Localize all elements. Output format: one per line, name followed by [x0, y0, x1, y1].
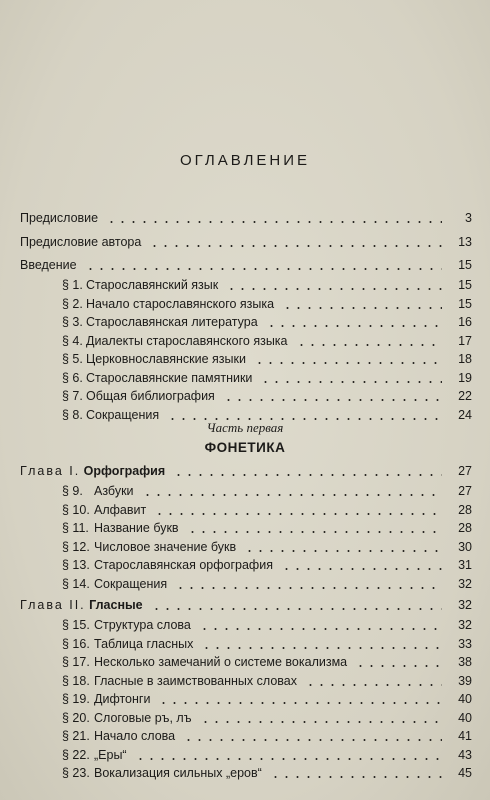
entry-title: [62, 482, 134, 500]
section-number: § 18.: [62, 673, 90, 688]
entry-label: Предисловие: [20, 211, 99, 225]
page-number: 32: [458, 598, 472, 612]
page-number: 15: [458, 278, 472, 292]
section-number: § 11.: [62, 521, 89, 535]
dot-leader: [200, 721, 442, 723]
section-number: § 13.: [62, 558, 90, 572]
page-number: 17: [458, 333, 472, 348]
dot-leader: [158, 702, 442, 704]
entry-title: [20, 209, 98, 227]
section-number: § 6.: [62, 370, 83, 385]
dot-leader: [106, 221, 442, 223]
page-number: 32: [458, 576, 472, 591]
entry-label: Сокращения: [86, 407, 160, 422]
section-number: § 10.: [62, 502, 90, 517]
section-number: § 20.: [62, 710, 90, 725]
dot-leader: [149, 245, 442, 247]
toc-section: [0, 653, 490, 671]
dot-leader: [154, 513, 442, 515]
dot-leader: [199, 628, 442, 630]
entry-title: [62, 672, 297, 690]
entry-label: Дифтонги: [94, 692, 151, 706]
entry-label: Общая библиография: [86, 389, 215, 403]
entry-title: [62, 538, 236, 556]
dot-leader: [135, 758, 442, 760]
dot-leader: [183, 739, 442, 741]
toc-section: [0, 369, 490, 387]
entry-title: [62, 387, 215, 405]
toc-section: [0, 556, 490, 574]
toc-section: [0, 672, 490, 690]
page-number: 32: [458, 618, 472, 632]
entry-label: Старославянская литература: [86, 315, 258, 329]
toc-chapter: [0, 596, 490, 614]
entry-label: Старославянский язык: [86, 278, 219, 292]
page-number: 15: [458, 258, 472, 272]
dot-leader: [187, 531, 442, 533]
section-number: § 22.: [62, 747, 90, 762]
page-number: 27: [458, 484, 472, 498]
entry-title: [62, 501, 146, 519]
dot-leader: [173, 474, 442, 476]
page-number: 45: [458, 766, 472, 780]
toc-section: [0, 727, 490, 745]
page-number: 39: [458, 673, 472, 688]
toc-section: [0, 482, 490, 500]
section-number: § 15.: [62, 618, 90, 632]
dot-leader: [305, 684, 442, 686]
section-number: § 16.: [62, 636, 90, 651]
page-number: 19: [458, 370, 472, 385]
entry-label: Диалекты старославянского языка: [86, 333, 288, 348]
toc-section: [0, 746, 490, 764]
entry-title: [62, 519, 179, 537]
page-number: 30: [458, 539, 472, 554]
chapter-prefix: Глава I.: [20, 464, 81, 478]
toc-section: [0, 295, 490, 313]
section-number: § 8.: [62, 407, 83, 422]
toc-section: [0, 501, 490, 519]
dot-leader: [151, 608, 442, 610]
entry-label: Орфография: [83, 464, 166, 478]
toc-section: [0, 764, 490, 782]
section-number: § 1.: [62, 278, 83, 292]
toc-entry: [0, 256, 490, 274]
part-title: Часть первая: [206, 420, 284, 435]
page-number: 27: [458, 464, 472, 478]
part-name: ФОНЕТИКА: [204, 440, 286, 455]
section-number: § 7.: [62, 389, 83, 403]
entry-label: Название букв: [94, 521, 179, 535]
entry-label: Церковнославянские языки: [86, 352, 246, 366]
page-number: 15: [458, 296, 472, 311]
page-number: 22: [458, 389, 472, 403]
toc-section: [0, 709, 490, 727]
entry-label: Структура слова: [94, 618, 191, 632]
dot-leader: [201, 647, 442, 649]
toc-entry: [0, 233, 490, 251]
dot-leader: [226, 288, 442, 290]
dot-leader: [254, 362, 442, 364]
toc-section: [0, 350, 490, 368]
toc-section: [0, 276, 490, 294]
entry-title: [62, 690, 150, 708]
toc-entry: [0, 209, 490, 227]
entry-label: Несколько замечаний о системе вокализма: [94, 655, 348, 669]
entry-title: [20, 462, 165, 480]
dot-leader: [266, 325, 442, 327]
section-number: § 2.: [62, 296, 83, 311]
entry-label: Начало слова: [94, 729, 176, 743]
entry-title: [62, 556, 273, 574]
dot-leader: [223, 399, 442, 401]
entry-label: Старославянская орфография: [94, 558, 273, 572]
toc-section: [0, 332, 490, 350]
entry-title: [62, 616, 191, 634]
dot-leader: [244, 550, 442, 552]
dot-leader: [260, 381, 442, 383]
entry-label: Таблица гласных: [94, 636, 194, 651]
page-number: 24: [458, 407, 472, 422]
entry-title: [62, 746, 127, 764]
section-number: § 21.: [62, 729, 90, 743]
entry-label: Начало старославянского языка: [86, 296, 275, 311]
page-number: 43: [458, 747, 472, 762]
page-number: 3: [465, 211, 472, 225]
entry-label: Азбуки: [94, 484, 134, 498]
section-number: § 5.: [62, 352, 83, 366]
page-number: 16: [458, 315, 472, 329]
toc-section: [0, 635, 490, 653]
page-number: 13: [458, 235, 472, 249]
toc-section: [0, 616, 490, 634]
dot-leader: [175, 587, 442, 589]
page-number: 33: [458, 636, 472, 651]
section-number: § 17.: [62, 655, 90, 669]
entry-title: [62, 313, 258, 331]
page-number: 18: [458, 352, 472, 366]
page-number: 31: [458, 558, 472, 572]
toc-chapter: [0, 462, 490, 480]
entry-title: [62, 276, 218, 294]
toc-heading: ОГЛАВЛЕНИЕ: [179, 152, 311, 169]
page-number: 38: [458, 655, 472, 669]
entry-label: Сокращения: [94, 576, 168, 591]
section-number: § 19.: [62, 692, 90, 706]
entry-title: [62, 295, 274, 313]
entry-title: [62, 350, 246, 368]
page-number: 40: [458, 692, 472, 706]
entry-title: [62, 764, 262, 782]
entry-label: Гласные: [89, 598, 143, 612]
entry-label: Предисловие автора: [20, 235, 142, 249]
page-number: 28: [458, 521, 472, 535]
entry-label: Числовое значение букв: [94, 539, 237, 554]
entry-title: [62, 635, 193, 653]
section-number: § 9.: [62, 484, 83, 498]
entry-label: Алфавит: [94, 502, 147, 517]
entry-label: Гласные в заимствованных словах: [94, 673, 297, 688]
chapter-prefix: Глава II.: [20, 598, 86, 612]
dot-leader: [282, 307, 442, 309]
toc-section: [0, 519, 490, 537]
entry-label: Вокализация сильных „еров“: [94, 766, 262, 780]
entry-title: [62, 653, 347, 671]
page-number: 41: [458, 729, 472, 743]
page-number: 40: [458, 710, 472, 725]
dot-leader: [142, 494, 442, 496]
toc-section: [0, 575, 490, 593]
dot-leader: [296, 344, 443, 346]
entry-title: [62, 709, 192, 727]
section-number: § 12.: [62, 539, 90, 554]
dot-leader: [85, 268, 442, 270]
entry-title: [62, 369, 252, 387]
entry-label: Старославянские памятники: [86, 370, 253, 385]
entry-label: Введение: [20, 258, 77, 272]
page-number: 28: [458, 502, 472, 517]
entry-title: [20, 596, 143, 614]
dot-leader: [355, 665, 442, 667]
toc-section: [0, 690, 490, 708]
section-number: § 3.: [62, 315, 83, 329]
dot-leader: [281, 568, 442, 570]
dot-leader: [270, 776, 442, 778]
entry-title: [62, 575, 167, 593]
toc-section: [0, 387, 490, 405]
section-number: § 14.: [62, 576, 90, 591]
entry-title: [62, 727, 175, 745]
section-number: § 4.: [62, 333, 83, 348]
toc-section: [0, 313, 490, 331]
entry-label: Слоговые ръ, лъ: [94, 710, 192, 725]
entry-label: „Еры“: [94, 747, 127, 762]
entry-title: [20, 256, 77, 274]
entry-title: [20, 233, 141, 251]
section-number: § 23.: [62, 766, 90, 780]
toc-section: [0, 538, 490, 556]
entry-title: [62, 332, 288, 350]
